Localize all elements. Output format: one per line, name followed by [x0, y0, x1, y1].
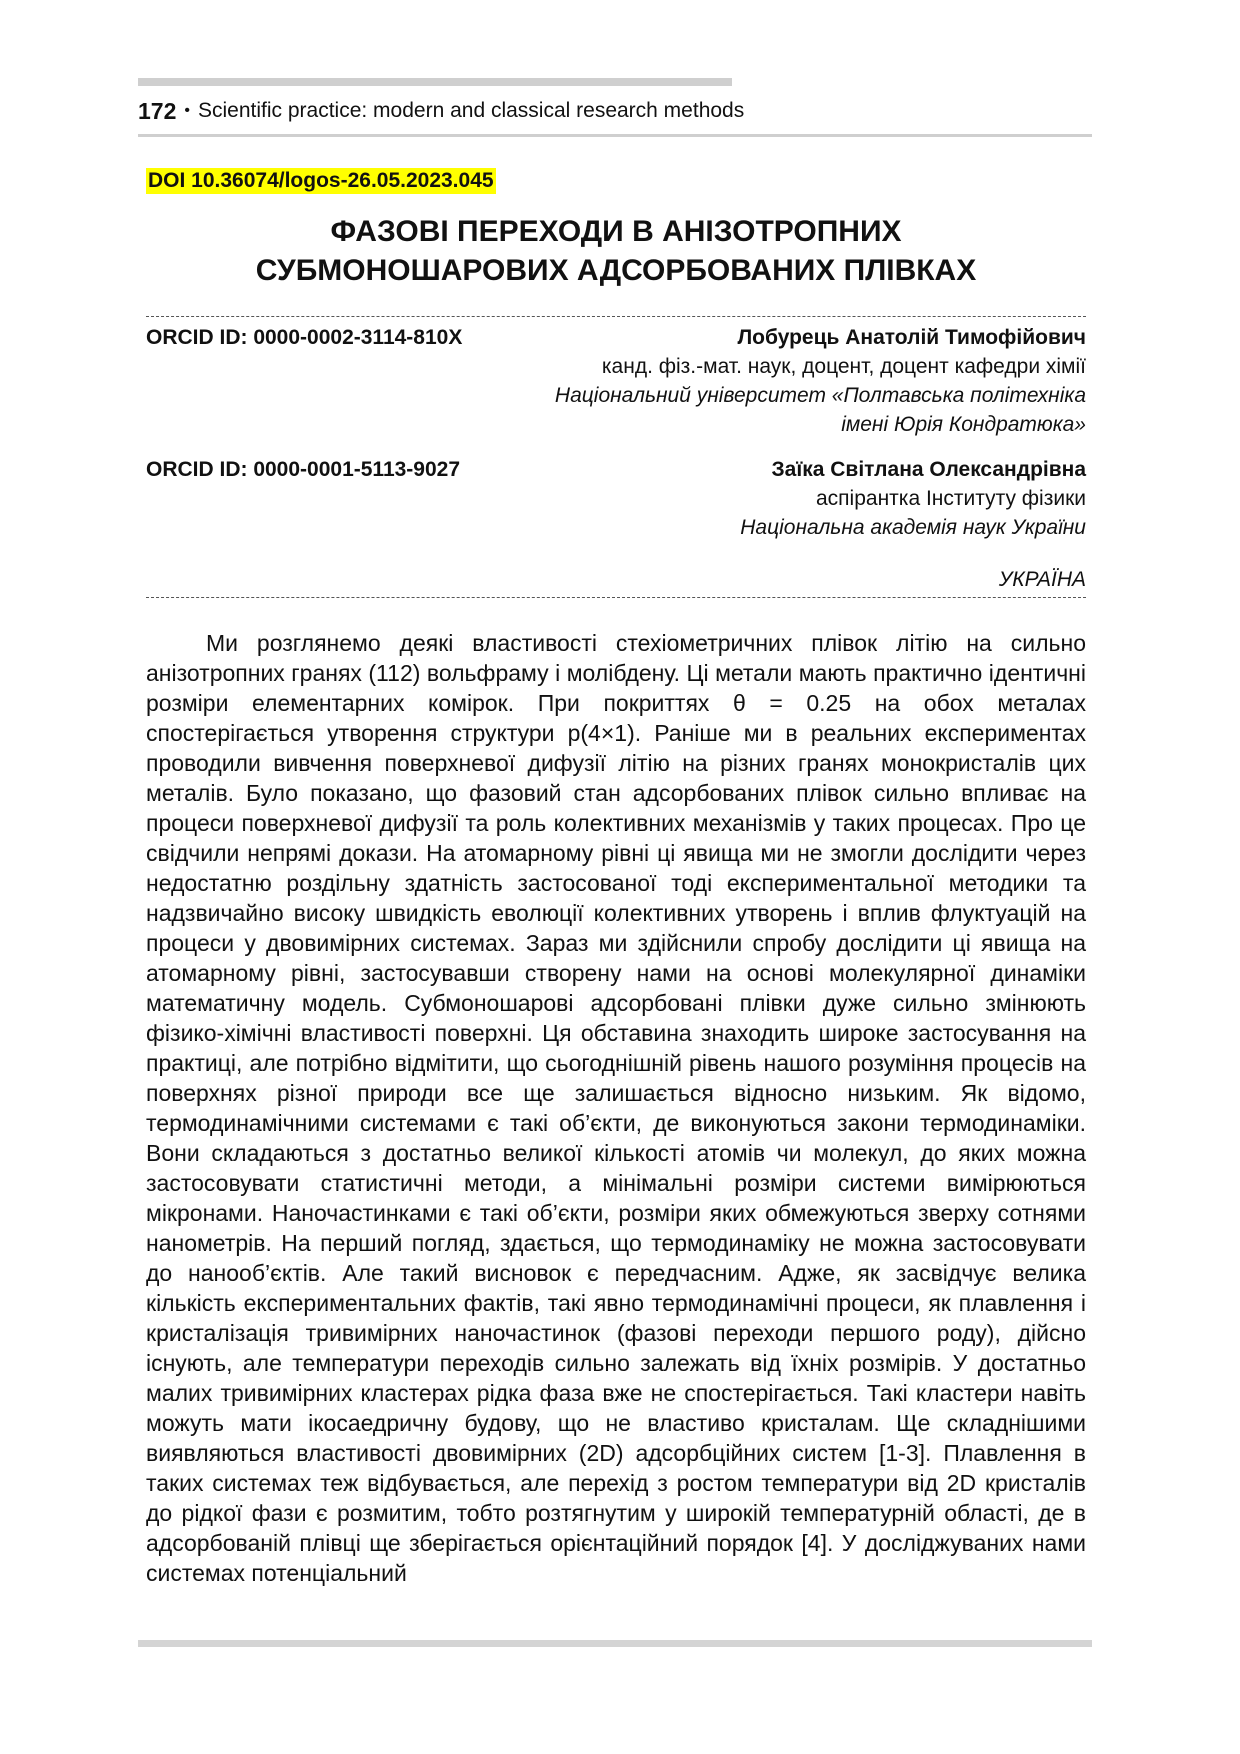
title-line-2: СУБМОНОШАРОВИХ АДСОРБОВАНИХ ПЛІВКАХ	[255, 254, 977, 287]
journal-title: Scientific practice: modern and classical research methods	[197, 99, 745, 122]
page-number: 172	[138, 97, 177, 124]
header-rule	[138, 134, 1092, 137]
bottom-decorative-bar	[138, 1640, 1092, 1647]
body-paragraph: Ми розглянемо деякі властивості стехіометричних плівок літію на сильно анізотропних гранях (112) вольфраму і молібдену. Ці метали мають практично ідентичні розміри елементарних комірок. При покриттях θ = 0.25 на обох металах спостерігається утворення структури p(4×1). Раніше ми в реальних експериментах проводили вивчення поверхневої дифузії літію на різних гранях монокристалів цих металів. Було показано, що фазовий стан адсорбованих плівок сильно впливає на процеси поверхневої дифузії та роль колективних механізмів у таких процесах. Про це свідчили непрямі докази. На атомарному рівні ці явища ми не змогли дослідити через недостатню роздільну здатність застосованої тоді експериментальної методики та надзвичайно високу швидкість еволюції колективних утворень і вплив флуктуацій на процеси у двовимірних системах. Зараз ми здійснили спробу дослідити ці явища на атомарному рівні, застосувавши створену нами на основі молекулярної динаміки математичну модель. Субмоношарові адсорбовані плівки дуже сильно змінюють фізико-хімічні властивості поверхні. Ця обставина знаходить широке застосування на практиці, але потрібно відмітити, що сьогоднішній рівень нашого розуміння процесів на поверхнях різної природи все ще залишається відносно низьким. Як відомо, термодинамічними системами є такі об’єкти, де виконуються закони термодинаміки. Вони складаються з достатньо великої кількості атомів чи молекул, до яких можна застосовувати статистичні методи, а мінімальні розміри системи вимірюються мікронами. Наночастинками є такі об’єкти, розміри яких обмежуються зверху сотнями нанометрів. На перший погляд, здається, що термодинаміку не можна застосовувати до нанооб’єктів. Але такий висновок є передчасним. Адже, як засвідчує велика кількість експериментальних фактів, такі явно термодинамічні процеси, як плавлення і кристалізація тривимірних наночастинок (фазові переходи першого роду), дійсно існують, але температури переходів сильно залежать від їхніх розмірів. У достатньо малих тривимірних кластерах рідка фаза вже не спостерігається. Такі кластери навіть можуть мати ікосаедричну будову, що не властиво кристалам. Ще складнішими виявляються властивості двовимірних (2D) адсорбційних систем [1-3]. Плавлення в таких системах теж відбувається, але перехід з ростом температури від 2D кристалів до рідкої фази є розмитим, тобто розтягнутим у широкій температурній області, де в адсорбованій плівці ще зберігається орієнтаційний порядок [4]. У досліджуваних нами системах потенціальний	[146, 630, 1086, 1586]
author-row	[146, 323, 1086, 352]
top-decorative-bar	[138, 78, 732, 86]
orcid-id: ORCID ID: 0000-0001-5113-9027	[146, 458, 461, 481]
orcid-id: ORCID ID: 0000-0002-3114-810X	[146, 326, 463, 349]
bullet-icon: •	[184, 102, 190, 119]
author-affiliation: Національна академія наук України	[740, 516, 1086, 539]
article-body	[146, 628, 1086, 1588]
author-row	[146, 455, 1086, 484]
author-affiliation-cont: імені Юрія Кондратюка»	[841, 413, 1086, 436]
author-name: Заїка Світлана Олександрівна	[771, 458, 1086, 481]
authors-bottom-rule	[146, 597, 1086, 598]
doi-label: DOI 10.36074/logos-26.05.2023.045	[148, 169, 494, 192]
author-block-2	[146, 455, 1086, 542]
author-name: Лобурець Анатолій Тимофійович	[737, 326, 1086, 349]
title-line-1: ФАЗОВІ ПЕРЕХОДИ В АНІЗОТРОПНИХ	[330, 215, 902, 248]
authors-top-rule	[146, 316, 1086, 317]
country-label: УКРАЇНА	[998, 568, 1086, 591]
author-position: аспірантка Інституту фізики	[816, 487, 1086, 510]
author-affiliation: Національний університет «Полтавська політехніка	[554, 384, 1086, 407]
author-position: канд. фіз.-мат. наук, доцент, доцент кафедри хімії	[601, 355, 1086, 378]
running-header	[138, 96, 1090, 126]
article-title	[146, 212, 1086, 290]
author-block-1	[146, 323, 1086, 439]
